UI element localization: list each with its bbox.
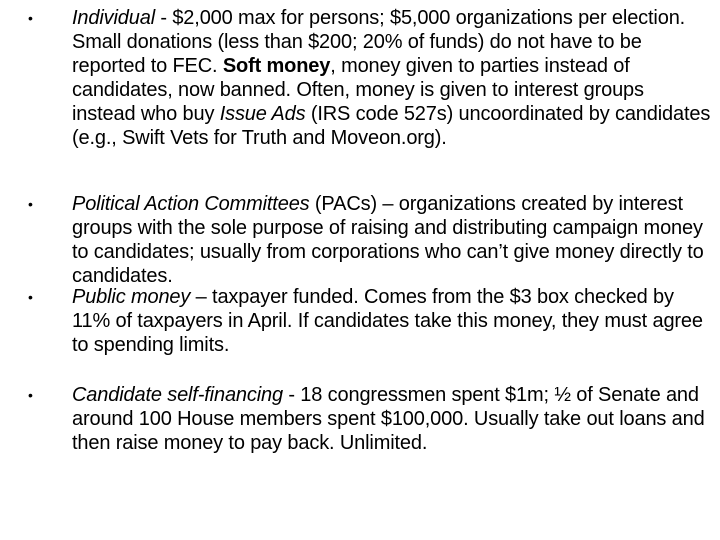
- term-pacs: Political Action Committees: [72, 193, 310, 215]
- bullet-self-financing: [28, 383, 712, 455]
- bullet-text: – taxpayer funded. Comes from the $3 box checked by 11% of taxpayers in April. If candidates take this money, they must agree to spending limits.: [72, 286, 703, 356]
- term-individual: Individual: [72, 7, 156, 29]
- term-issue-ads: Issue Ads: [219, 103, 306, 125]
- bullet-text: , money given to parties instead of candidates, now banned. Often, money is given to interest groups instead who buy: [72, 55, 644, 125]
- bullet-public-money: [28, 285, 712, 357]
- term-self-financing: Candidate self-financing: [72, 384, 283, 406]
- bullet-individual: [28, 6, 712, 150]
- bullet-text: (PACs) – organizations created by interest groups with the sole purpose of raising and distributing campaign money to candidates; usually from corporations who can’t give money directly to candidates.: [72, 193, 704, 287]
- bullet-text: (IRS code 527s) uncoordinated by candidates (e.g., Swift Vets for Truth and Moveon.org).: [72, 103, 711, 149]
- bullet-text: - 18 congressmen spent $1m; ½ of Senate and around 100 House members spent $100,000. Usually take out loans and then raise money to pay back. Unlimited.: [72, 384, 705, 454]
- bullet-dot: •: [28, 289, 33, 305]
- term-public-money: Public money: [72, 286, 191, 308]
- bullet-pacs: [28, 192, 712, 288]
- bullet-dot: •: [28, 196, 33, 212]
- bullet-text: - $2,000 max for persons; $5,000 organizations per election. Small donations (less than $200; 20% of funds) do not have to be reported to FEC.: [72, 7, 686, 77]
- term-soft-money: Soft money: [222, 55, 331, 77]
- bullet-dot: •: [28, 387, 33, 403]
- bullet-dot: •: [28, 10, 33, 26]
